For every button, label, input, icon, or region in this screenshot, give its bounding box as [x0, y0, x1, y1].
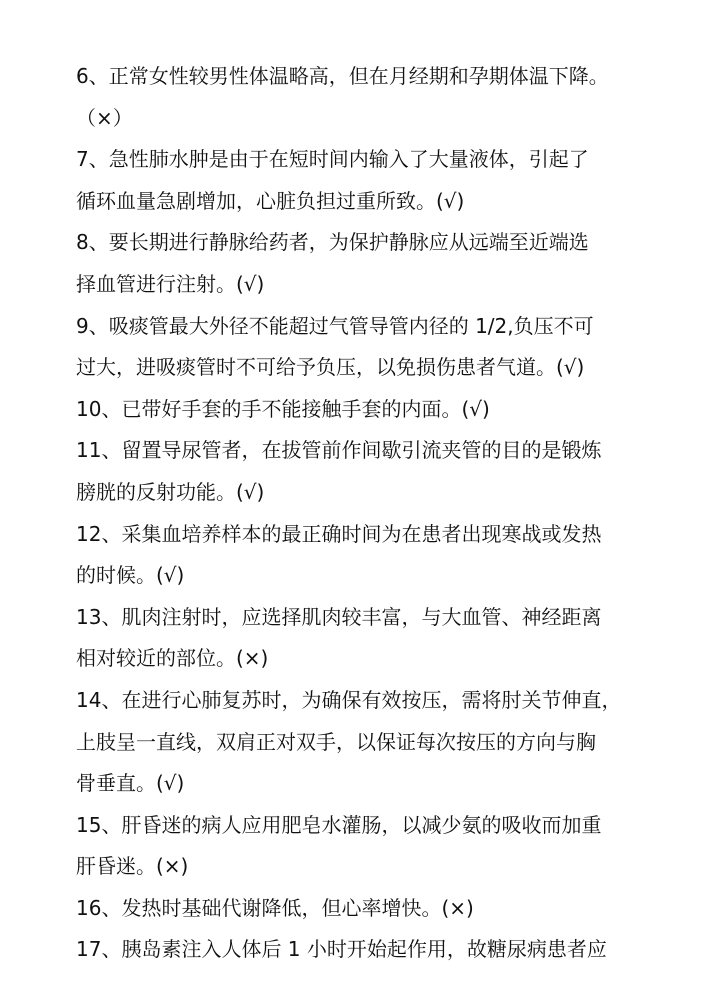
text-line: 循环血量急剧增加，心脏负担过重所致。(√) — [76, 188, 465, 213]
text-line: 13、肌肉注射时，应选择肌肉较丰富，与大血管、神经距离 — [76, 604, 602, 629]
text-line: 15、肝昏迷的病人应用肥皂水灌肠，以减少氨的吸收而加重 — [76, 812, 602, 837]
text-line: （×） — [76, 105, 133, 130]
text-line: 膀胱的反射功能。(√) — [76, 479, 265, 504]
text-line: 11、留置导尿管者，在拔管前作间歇引流夹管的目的是锻炼 — [76, 438, 602, 463]
text-line: 17、胰岛素注入人体后 1 小时开始起作用，故糖尿病患者应 — [76, 937, 607, 962]
text-line: 16、发热时基础代谢降低，但心率增快。(×) — [76, 895, 474, 920]
quiz-text-block — [76, 56, 651, 971]
text-line: 相对较近的部位。(×) — [76, 646, 269, 671]
text-line: 骨垂直。(√) — [76, 771, 185, 796]
text-line: 上肢呈一直线，双肩正对双手，以保证每次按压的方向与胸 — [76, 729, 596, 754]
text-line: 8、要长期进行静脉给药者，为保护静脉应从远端至近端选 — [76, 230, 589, 255]
text-line: 7、急性肺水肿是由于在短时间内输入了大量液体，引起了 — [76, 147, 589, 172]
text-line: 14、在进行心肺复苏时，为确保有效按压，需将肘关节伸直， — [76, 687, 622, 712]
text-line: 择血管进行注射。(√) — [76, 271, 265, 296]
text-line: 肝昏迷。(×) — [76, 854, 189, 879]
text-line: 过大，进吸痰管时不可给予负压，以免损伤患者气道。(√) — [76, 355, 585, 380]
text-line: 6、正常女性较男性体温略高，但在月经期和孕期体温下降。 — [76, 64, 609, 88]
text-line: 9、吸痰管最大外径不能超过气管导管内径的 1/2,负压不可 — [76, 313, 594, 338]
text-line: 10、已带好手套的手不能接触手套的内面。(√) — [76, 396, 490, 421]
text-line: 的时候。(√) — [76, 563, 185, 588]
text-line: 12、采集血培养样本的最正确时间为在患者出现寒战或发热 — [76, 521, 602, 546]
